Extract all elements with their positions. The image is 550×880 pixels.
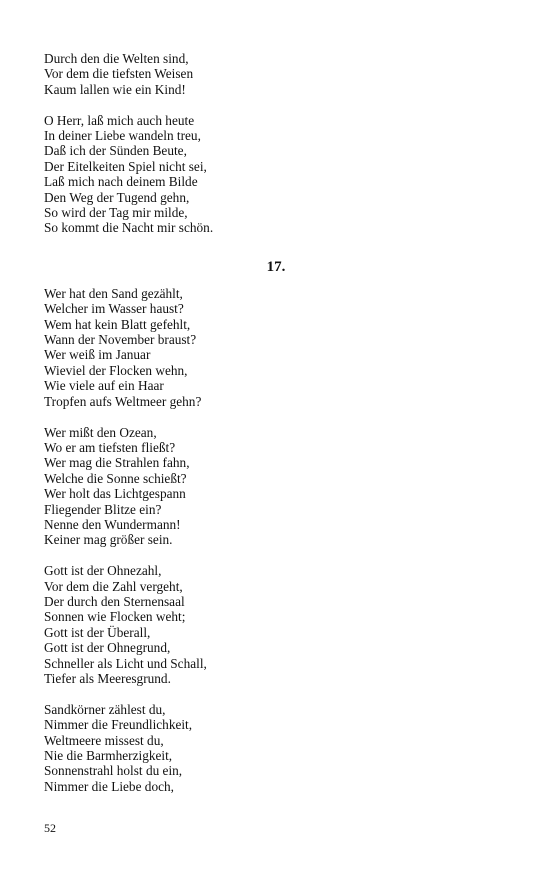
poem-number: 17. bbox=[266, 258, 286, 275]
verse-line: Wer hat den Sand gezählt, bbox=[44, 285, 183, 301]
verse-line: Fliegender Blitze ein? bbox=[44, 501, 162, 517]
verse-line: Weltmeere missest du, bbox=[44, 732, 164, 748]
verse-line: Kaum lallen wie ein Kind! bbox=[44, 81, 186, 97]
verse-line: Schneller als Licht und Schall, bbox=[44, 655, 207, 671]
verse-line: Sonnenstrahl holst du ein, bbox=[44, 763, 183, 779]
verse-line: Laß mich nach deinem Bilde bbox=[44, 174, 198, 190]
verse-line: Sandkörner zählest du, bbox=[44, 701, 166, 717]
verse-line: Wie viele auf ein Haar bbox=[44, 378, 164, 394]
verse-line: Durch den die Welten sind, bbox=[44, 51, 189, 66]
page-number: 52 bbox=[44, 821, 56, 835]
verse-line: Gott ist der Überall, bbox=[44, 624, 151, 640]
verse-line: Den Weg der Tugend gehn, bbox=[44, 189, 190, 205]
verse-line: O Herr, laß mich auch heute bbox=[44, 112, 195, 128]
stanza-17-4 bbox=[44, 702, 484, 794]
verse-line: Wem hat kein Blatt gefehlt, bbox=[44, 316, 191, 332]
verse-line: Wieviel der Flocken wehn, bbox=[44, 362, 188, 378]
verse-line: So kommt die Nacht mir schön. bbox=[44, 220, 214, 236]
verse-line: Wer mag die Strahlen fahn, bbox=[44, 455, 190, 471]
verse-line: Vor dem die Zahl vergeht, bbox=[44, 578, 183, 594]
verse-line: Nenne den Wundermann! bbox=[44, 516, 181, 532]
verse-line: Nimmer die Liebe doch, bbox=[44, 778, 174, 794]
verse-line: So wird der Tag mir milde, bbox=[44, 205, 188, 221]
verse-line: Daß ich der Sünden Beute, bbox=[44, 143, 187, 159]
stanza-17-2 bbox=[44, 425, 484, 548]
stanza-17-3 bbox=[44, 563, 484, 686]
verse-line: Tropfen aufs Weltmeer gehn? bbox=[44, 393, 202, 409]
verse-line: Gott ist der Ohnegrund, bbox=[44, 640, 171, 656]
verse-line: Tiefer als Meeresgrund. bbox=[44, 670, 171, 686]
stanza-17-1 bbox=[44, 286, 484, 409]
verse-line: Vor dem die tiefsten Weisen bbox=[44, 66, 194, 82]
verse-line: Wer holt das Lichtgespann bbox=[44, 486, 186, 502]
verse-line: Keiner mag größer sein. bbox=[44, 532, 173, 548]
verse-line: Welcher im Wasser haust? bbox=[44, 301, 184, 317]
verse-line: Der Eitelkeiten Spiel nicht sei, bbox=[44, 158, 207, 174]
stanza-prev-1 bbox=[44, 51, 484, 97]
verse-line: Wann der November braust? bbox=[44, 332, 197, 348]
verse-line: Nimmer die Freundlichkeit, bbox=[44, 717, 193, 733]
stanza-prev-2 bbox=[44, 113, 484, 236]
verse-line: Wer weiß im Januar bbox=[44, 347, 151, 363]
verse-line: Nie die Barmherzigkeit, bbox=[44, 748, 173, 763]
verse-line: Sonnen wie Flocken weht; bbox=[44, 609, 186, 625]
page-body bbox=[44, 51, 484, 794]
verse-line: Der durch den Sternensaal bbox=[44, 593, 185, 609]
verse-line: Gott ist der Ohnezahl, bbox=[44, 563, 162, 579]
verse-line: In deiner Liebe wandeln treu, bbox=[44, 128, 201, 144]
verse-line: Welche die Sonne schießt? bbox=[44, 470, 187, 486]
verse-line: Wer mißt den Ozean, bbox=[44, 424, 157, 440]
verse-line: Wo er am tiefsten fließt? bbox=[44, 439, 176, 455]
